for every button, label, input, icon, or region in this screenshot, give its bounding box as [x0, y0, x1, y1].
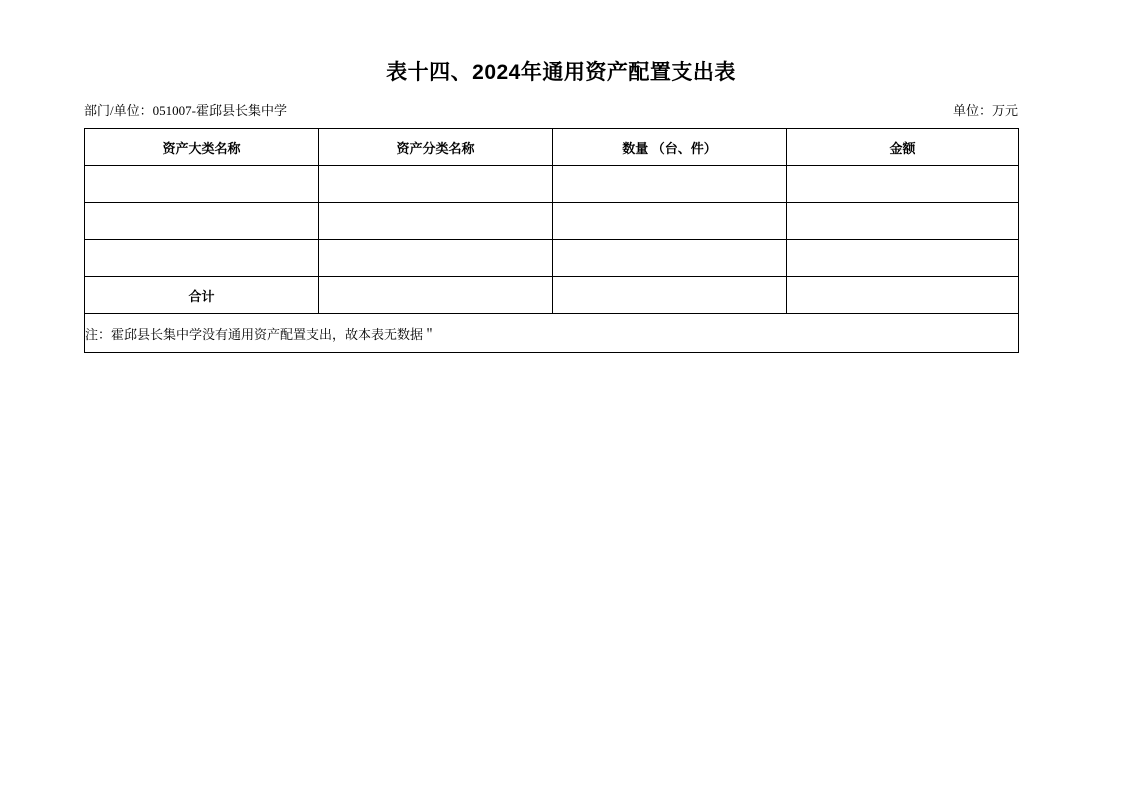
column-header-asset-subcategory: 资产分类名称 — [319, 129, 553, 166]
column-header-amount: 金额 — [787, 129, 1019, 166]
column-header-asset-category: 资产大类名称 — [85, 129, 319, 166]
total-label: 合计 — [85, 277, 319, 314]
cell-quantity — [553, 240, 787, 277]
page-title: 表十四、2024年通用资产配置支出表 — [386, 61, 736, 84]
table-total-row — [85, 277, 1019, 314]
total-asset-subcategory — [319, 277, 553, 314]
cell-asset-subcategory — [319, 203, 553, 240]
asset-allocation-table — [84, 128, 1019, 353]
table-note-row — [85, 314, 1019, 353]
department-label: 部门/单位：051007-霍邱县长集中学 — [84, 103, 287, 118]
cell-amount — [787, 203, 1019, 240]
cell-asset-subcategory — [319, 166, 553, 203]
table-header-row — [85, 129, 1019, 166]
cell-asset-subcategory — [319, 240, 553, 277]
cell-quantity — [553, 166, 787, 203]
table-note: 注：霍邱县长集中学没有通用资产配置支出，故本表无数据＂ — [85, 314, 1019, 353]
meta-row — [84, 100, 1018, 119]
total-quantity — [553, 277, 787, 314]
table-row — [85, 203, 1019, 240]
column-header-quantity: 数量 （台、件） — [553, 129, 787, 166]
cell-amount — [787, 240, 1019, 277]
cell-asset-category — [85, 240, 319, 277]
unit-label: 单位：万元 — [952, 103, 1018, 118]
table-row — [85, 240, 1019, 277]
cell-amount — [787, 166, 1019, 203]
cell-asset-category — [85, 166, 319, 203]
cell-quantity — [553, 203, 787, 240]
cell-asset-category — [85, 203, 319, 240]
table-row — [85, 166, 1019, 203]
asset-table-container — [84, 128, 1018, 353]
total-amount — [787, 277, 1019, 314]
